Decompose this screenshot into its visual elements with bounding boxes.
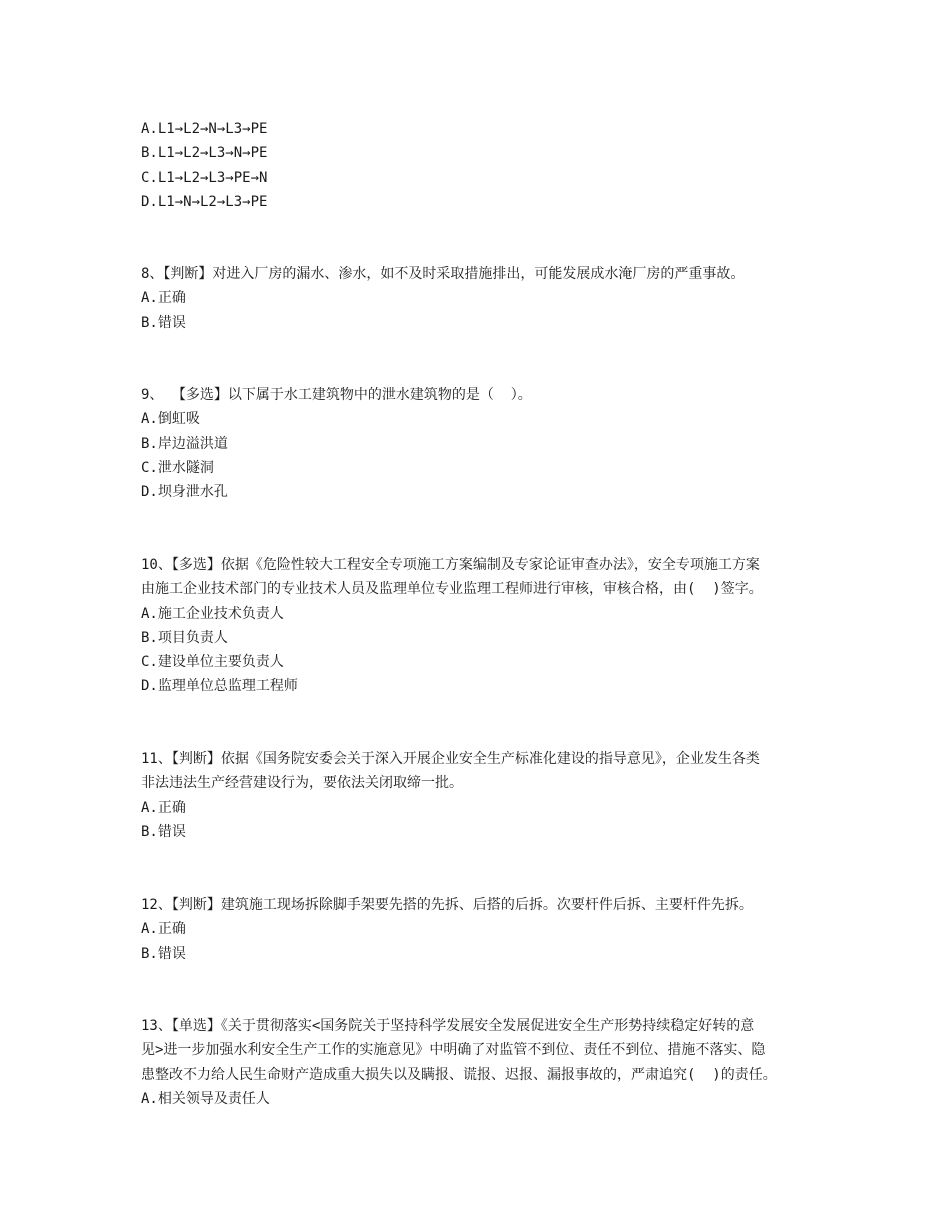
- option-a: A.正确: [141, 921, 186, 938]
- question-stem-line-1: 11、【判断】依据《国务院安委会关于深入开展企业安全生产标准化建设的指导意见》，企业发生各类: [141, 751, 760, 767]
- option-d: D.坝身泄水孔: [141, 484, 228, 501]
- question-stem-line-1: 13、【单选】《关于贯彻落实<国务院关于坚持科学发展安全发展促进安全生产形势持续稳定好转的意: [141, 1018, 755, 1034]
- question-stem-line-2: 由施工企业技术部门的专业技术人员及监理单位专业监理工程师进行审核，审核合格，由( )签字。: [141, 581, 763, 598]
- question-stem-line-1: 10、【多选】依据《危险性较大工程安全专项施工方案编制及专家论证审查办法》，安全专项施工方案: [141, 557, 760, 573]
- option-a: A.相关领导及责任人: [141, 1090, 270, 1107]
- option-b: B.错误: [141, 823, 186, 840]
- option-c: C.建设单位主要负责人: [141, 654, 284, 671]
- option-b: B.错误: [141, 314, 186, 331]
- question-stem-line-2: 非法违法生产经营建设行为，要依法关闭取缔一批。: [141, 775, 463, 792]
- option-b: B.L1→L2→L3→N→PE: [141, 145, 268, 162]
- question-8: [141, 262, 821, 335]
- question-9: [141, 383, 821, 504]
- option-a: A.倒虹吸: [141, 411, 200, 428]
- option-a: A.L1→L2→N→L3→PE: [141, 121, 268, 137]
- question-13: [141, 1014, 821, 1111]
- option-b: B.错误: [141, 945, 186, 962]
- question-stem: 9、 【多选】以下属于水工建筑物中的泄水建筑物的是（ ）。: [141, 387, 532, 403]
- question-12: [141, 893, 821, 966]
- question-10: [141, 553, 821, 699]
- option-d: D.L1→N→L2→L3→PE: [141, 193, 268, 210]
- question-stem: 8、【判断】对进入厂房的漏水、渗水，如不及时采取措施排出，可能发展成水淹厂房的严重事故。: [141, 266, 745, 282]
- option-a: A.正确: [141, 799, 186, 816]
- option-a: A.施工企业技术负责人: [141, 605, 284, 622]
- option-c: C.L1→L2→L3→PE→N: [141, 169, 268, 186]
- option-b: B.项目负责人: [141, 629, 228, 646]
- question-11: [141, 747, 821, 844]
- option-a: A.正确: [141, 290, 186, 307]
- question-stem-line-2: 见>进一步加强水利安全生产工作的实施意见》中明确了对监管不到位、责任不到位、措施不落实、隐: [141, 1042, 766, 1059]
- question-stem: 12、【判断】建筑施工现场拆除脚手架要先搭的先拆、后搭的后拆。次要杆件后拆、主要杆件先拆。: [141, 897, 753, 913]
- question-stem-line-3: 患整改不力给人民生命财产造成重大损失以及瞒报、谎报、迟报、漏报事故的，严肃追究( )的责任。: [141, 1066, 777, 1083]
- option-d: D.监理单位总监理工程师: [141, 678, 298, 695]
- option-b: B.岸边溢洪道: [141, 435, 228, 452]
- question-7: [141, 117, 821, 214]
- option-c: C.泄水隧洞: [141, 459, 214, 476]
